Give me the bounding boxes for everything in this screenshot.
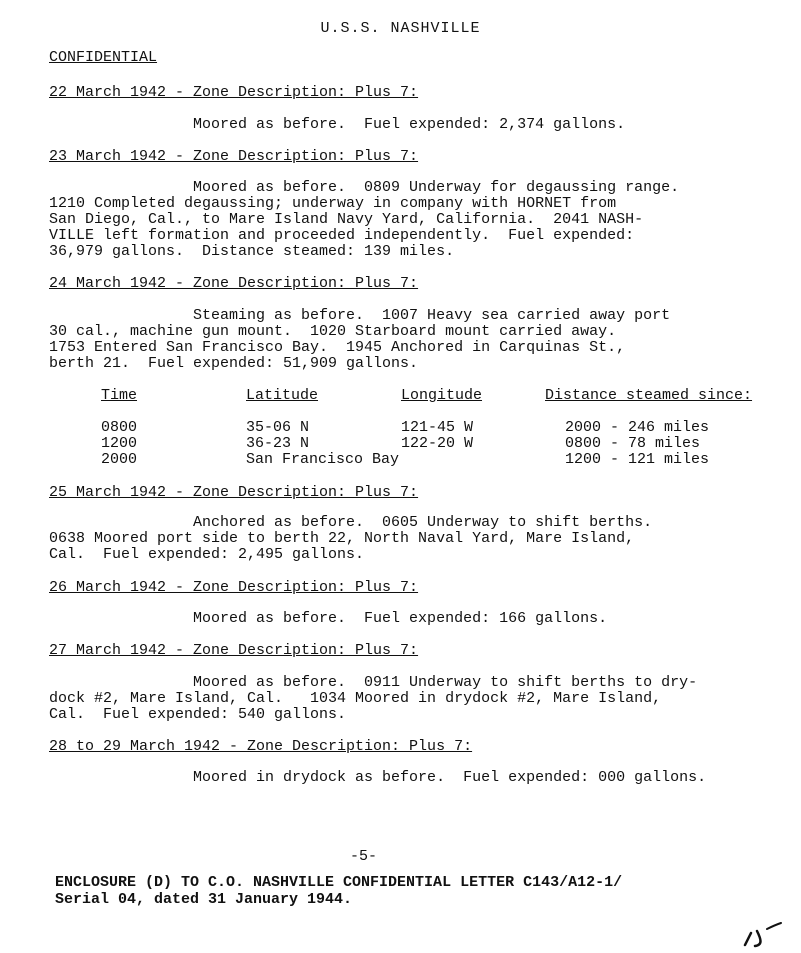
entry-heading-27-march: 27 March 1942 - Zone Description: Plus 7: [49,642,419,659]
handwritten-mark-icon [737,909,787,949]
entry-body-24-march: Steaming as before. 1007 Heavy sea carried away port 30 cal., machine gun mount. 1020 Starboard mount carried away. 1753 Entered San Francisco Bay. 1945 Anchored in Carquinas St., berth 21. Fuel expended: 51,909 gallons. [49,307,671,372]
table-cell: 1200 [101,435,138,452]
classification-label: CONFIDENTIAL [49,49,158,66]
entry-heading-24-march: 24 March 1942 - Zone Description: Plus 7: [49,275,419,292]
entry-heading-23-march: 23 March 1942 - Zone Description: Plus 7: [49,148,419,165]
entry-heading-22-march: 22 March 1942 - Zone Description: Plus 7: [49,84,419,101]
table-cell: 1200 - 121 miles [565,451,710,468]
footer-line-1: ENCLOSURE (D) TO C.O. NASHVILLE CONFIDENTIAL LETTER C143/A12-1/ [55,874,623,891]
table-cell: 0800 [101,419,138,436]
table-cell: 121-45 W [401,419,474,436]
entry-body-26-march: Moored as before. Fuel expended: 166 gallons. [49,610,608,627]
position-table [0,387,801,469]
table-cell: 36-23 N [246,435,310,452]
entry-body-23-march: Moored as before. 0809 Underway for degaussing range. 1210 Completed degaussing; underway in company with HORNET from San Diego, Cal., to Mare Island Navy Yard, California. 2041 NASH- VILLE left formation and proceeded independently. Fuel expended: 36,979 gallons. Distance steamed: 139 miles. [49,179,680,260]
table-cell: 122-20 W [401,435,474,452]
page-number: -5- [350,848,378,865]
column-header-latitude: Latitude [246,387,319,404]
entry-heading-25-march: 25 March 1942 - Zone Description: Plus 7: [49,484,419,501]
entry-heading-26-march: 26 March 1942 - Zone Description: Plus 7: [49,579,419,596]
table-cell: 0800 - 78 miles [565,435,701,452]
footer-line-2: Serial 04, dated 31 January 1944. [55,891,353,908]
table-cell: 2000 - 246 miles [565,419,710,436]
column-header-longitude: Longitude [401,387,483,404]
table-cell: San Francisco Bay [246,451,400,468]
entry-body-27-march: Moored as before. 0911 Underway to shift berths to dry- dock #2, Mare Island, Cal. 1034 Moored in drydock #2, Mare Island, Cal. Fuel expended: 540 gallons. [49,674,698,723]
entry-body-28-29-march: Moored in drydock as before. Fuel expended: 000 gallons. [49,769,707,786]
enclosure-footer [55,874,622,908]
table-cell: 2000 [101,451,138,468]
column-header-time: Time [101,387,138,404]
ship-title: U.S.S. NASHVILLE [320,20,481,37]
entry-body-25-march: Anchored as before. 0605 Underway to shift berths. 0638 Moored port side to berth 22, North Naval Yard, Mare Island, Cal. Fuel expended: 2,495 gallons. [49,514,653,563]
entry-heading-28-29-march: 28 to 29 March 1942 - Zone Description: Plus 7: [49,738,473,755]
table-cell: 35-06 N [246,419,310,436]
column-header-distance: Distance steamed since: [545,387,753,404]
entry-body-22-march: Moored as before. Fuel expended: 2,374 gallons. [49,116,626,133]
